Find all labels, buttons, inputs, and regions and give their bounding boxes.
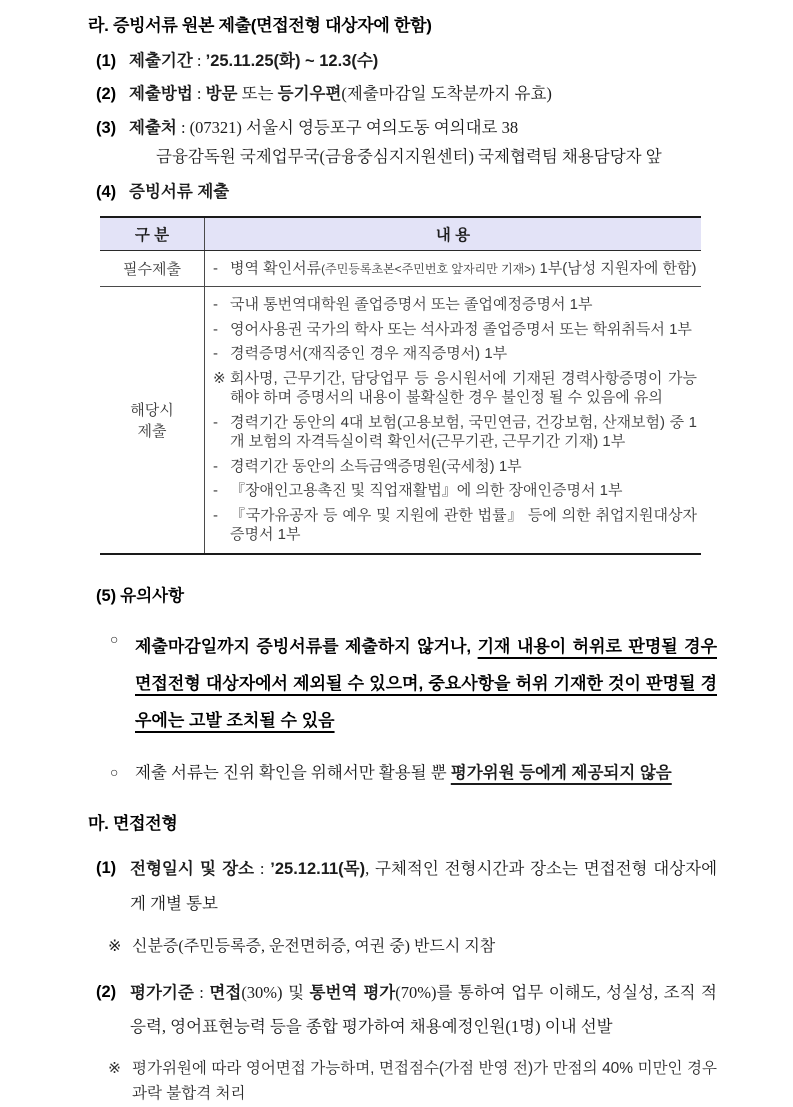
id-card-note	[108, 934, 717, 960]
conditional-label	[100, 287, 205, 553]
submission-period-content	[129, 50, 717, 73]
address-line1: (07321) 서울시 영등포구 여의도동 여의대로 38	[189, 118, 519, 138]
submission-period-item	[96, 50, 717, 73]
documents-submission-heading	[96, 181, 717, 204]
method-registered-mail: 등기우편	[277, 85, 342, 104]
method-or: 또는	[241, 84, 274, 104]
caution-1-normal: 제출마감일까지 증빙서류를 제출하지 않거나,	[135, 636, 478, 656]
conditional-item	[213, 320, 697, 340]
interview-schedule-rest: , 구체적인 전형시간과 장소는 면접전형 대상자에게 개별 통보	[130, 859, 718, 914]
eval-interview-weight: (30%) 및	[241, 982, 305, 1002]
interview-date: ’25.12.11(목)	[270, 860, 366, 879]
item-label: 전형일시 및 장소	[130, 860, 255, 879]
item-marker: -	[213, 345, 218, 363]
conditional-item-text: 『국가유공자 등 예우 및 지원에 관한 법률』 등에 의한 취업지원대상자 증명서 1부	[230, 506, 697, 544]
item-marker: -	[213, 413, 218, 431]
evaluator-note	[108, 1057, 717, 1107]
method-visit: 방문	[205, 85, 238, 104]
conditional-item	[213, 481, 697, 501]
eval-rest: (70%)를 통하여 업무 이해도, 성실성, 조직 적응력, 영어표현능력 등을 종합 평가하여 채용예정인원(1명) 이내 선발	[130, 982, 717, 1037]
item-number: (2)	[96, 982, 117, 1001]
documents-table	[100, 216, 701, 555]
evaluation-criteria-item	[96, 976, 717, 1045]
table-row-conditional	[100, 287, 701, 553]
submission-method-item	[96, 83, 717, 106]
item-number: (5)	[96, 586, 117, 605]
conditional-item	[213, 457, 697, 477]
required-item-text	[230, 259, 697, 279]
item-label: 증빙서류 제출	[129, 183, 230, 202]
item-marker: -	[213, 482, 218, 500]
cautions-title: 유의사항	[120, 586, 185, 605]
caution-2-emphasized: 평가위원 등에게 제공되지 않음	[450, 763, 672, 782]
required-item-pre: 병역 확인서류	[230, 259, 322, 277]
address-line2: 금융감독원 국제업무국(금융중심지지원센터) 국제협력팀 채용담당자 앞	[156, 146, 662, 166]
item-number: (1)	[96, 51, 117, 70]
eval-translation: 통번역 평가	[309, 983, 396, 1002]
item-marker: -	[213, 259, 218, 277]
cautions-heading	[96, 582, 717, 606]
conditional-item-text: 경력기간 동안의 4대 보험(고용보험, 국민연금, 건강보험, 산재보험) 중 1개 보험의 자격득실이력 확인서(근무기관, 근무기간 기재) 1부	[230, 413, 697, 451]
conditional-label-line2: 제출	[137, 423, 167, 441]
reference-mark-icon: ※	[108, 1060, 121, 1078]
item-marker: -	[213, 457, 218, 475]
caution-bullet-1	[110, 628, 717, 739]
item-number: (4)	[96, 183, 117, 202]
method-note: (제출마감일 도착분까지 유효)	[341, 84, 552, 104]
separator: :	[259, 859, 265, 879]
section-ra-title: 라. 증빙서류 원본 제출(면접전형 대상자에 한함)	[88, 16, 432, 35]
submission-period-value: ’25.11.25(화) ~ 12.3(수)	[205, 51, 379, 70]
caution-bullet-2	[110, 761, 717, 786]
item-label: 제출방법	[129, 85, 193, 104]
caution-2-text	[135, 761, 717, 786]
separator: :	[199, 982, 204, 1002]
submission-address-content	[129, 117, 717, 140]
item-label: 제출처	[129, 119, 177, 138]
submission-address-item	[96, 117, 717, 140]
separator: :	[180, 118, 186, 138]
required-item	[213, 259, 697, 279]
interview-schedule-content	[130, 852, 717, 921]
separator: :	[196, 84, 202, 104]
item-label: 제출기간	[129, 51, 193, 70]
separator: :	[196, 50, 202, 70]
item-label: 평가기준	[130, 983, 194, 1002]
caution-1-text	[135, 628, 717, 739]
item-number: (2)	[96, 85, 117, 104]
circle-bullet-icon: ○	[110, 632, 119, 648]
reference-mark-icon: ※	[108, 937, 122, 955]
table-row-required	[100, 251, 701, 288]
conditional-label-line1: 해당시	[130, 402, 174, 420]
item-marker: -	[213, 506, 218, 524]
table-header-contents: 내 용	[435, 226, 471, 244]
item-number: (3)	[96, 119, 117, 138]
conditional-item-text: 경력증명서(재직중인 경우 재직증명서) 1부	[230, 345, 508, 363]
conditional-item-text: 회사명, 근무기간, 담당업무 등 응시원서에 기재된 경력사항증명이 가능해야 하며 증명서의 내용이 불확실한 경우 불인정 될 수 있음에 유의	[230, 369, 697, 407]
reference-mark-icon: ※	[213, 369, 226, 387]
id-card-note-text: 신분증(주민등록증, 운전면허증, 여권 중) 반드시 지참	[132, 937, 496, 955]
eval-interview: 면접	[209, 983, 242, 1002]
interview-schedule-item	[96, 852, 717, 921]
table-header-category: 구 분	[100, 218, 205, 250]
submission-method-content	[129, 83, 717, 106]
circle-bullet-icon: ○	[110, 765, 119, 781]
evaluator-note-text: 평가위원에 따라 영어면접 가능하며, 면접점수(가점 반영 전)가 만점의 40% 미만인 경우 과락 불합격 처리	[132, 1060, 717, 1102]
item-number: (1)	[96, 859, 117, 878]
caution-2-normal: 제출 서류는 진위 확인을 위해서만 활용될 뿐	[135, 762, 451, 782]
required-item-small: (주민등록초본<주민번호 앞자리만 기재>)	[321, 261, 536, 276]
conditional-item	[213, 344, 697, 364]
item-marker: -	[213, 320, 218, 338]
conditional-item-text: 영어사용권 국가의 학사 또는 석사과정 졸업증명서 또는 학위취득서 1부	[230, 320, 692, 338]
conditional-item	[213, 506, 697, 545]
required-item-post: 1부(남성 지원자에 한함)	[539, 259, 697, 277]
evaluation-criteria-content	[130, 976, 717, 1045]
conditional-item-note	[213, 369, 697, 408]
section-ma-title: 마. 면접전형	[88, 813, 178, 833]
conditional-item-text: 국내 통번역대학원 졸업증명서 또는 졸업예정증명서 1부	[230, 296, 593, 314]
conditional-item-text: 경력기간 동안의 소득금액증명원(국세청) 1부	[230, 457, 522, 475]
item-marker: -	[213, 296, 218, 314]
table-header-row	[100, 218, 701, 251]
required-label: 필수제출	[100, 251, 205, 287]
caution-1-underlined: 기재 내용이 허위로 판명될 경우 면접전형 대상자에서 제외될 수 있으며, 중요사항을 허위 기재한 것이 판명될 경우에는 고발 조치될 수 있음	[135, 636, 717, 730]
conditional-item-text: 『장애인고용촉진 및 직업재활법』에 의한 장애인증명서 1부	[230, 482, 623, 500]
conditional-item	[213, 413, 697, 452]
conditional-item	[213, 295, 697, 315]
